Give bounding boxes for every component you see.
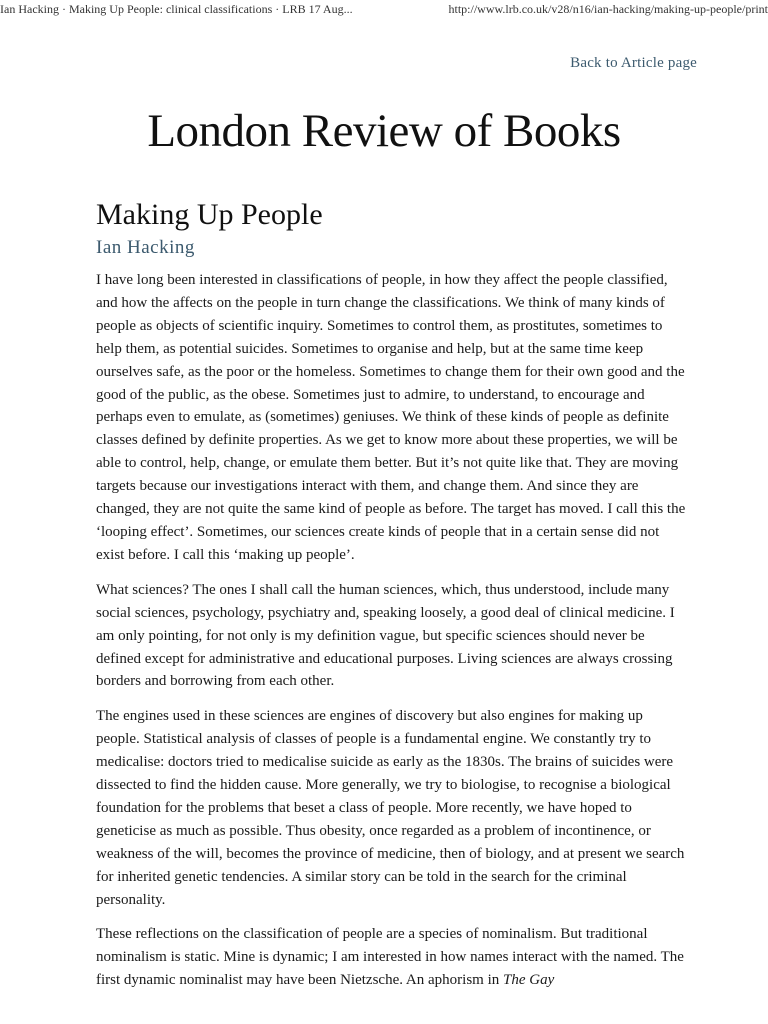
masthead: London Review of Books	[147, 105, 621, 157]
paragraph-text: These reflections on the classification of people are a species of nominalism. But traditional nominalism is static. Mine is dynamic; I am interested in how names interact with the named. The first dynamic nominalist may have been Nietzsche. An aphorism in	[96, 926, 684, 989]
book-title-italic: The Gay	[503, 972, 555, 989]
article	[96, 196, 690, 1004]
print-header	[0, 0, 768, 18]
article-paragraph: The engines used in these sciences are engines of discovery but also engines for making up people. Statistical analysis of classes of people is a fundamental engine. We constantly try to medicalise: doctors tried to medicalise suicide as early as the 1830s. The brains of suicides were dissected to find the hidden cause. More generally, we try to biologise, to recognise a biological foundation for the problems that beset a class of people. More recently, we have hoped to geneticise as much as possible. Thus obesity, once regarded as a problem of incontinence, or weakness of the will, becomes the province of medicine, then of biology, and at present we search for inherited genetic tendencies. A similar story can be told in the search for the criminal personality.	[96, 708, 685, 908]
article-paragraph	[96, 923, 690, 992]
document-url: http://www.lrb.co.uk/v28/n16/ian-hacking/making-up-people/print	[448, 2, 768, 16]
article-paragraph: I have long been interested in classifications of people, in how they affect the people classified, and how the affects on the people in turn change the classifications. We think of many kinds of people as objects of scientific inquiry. Sometimes to control them, as prostitutes, sometimes to help them, as potential suicides. Sometimes to organise and help, but at the same time keep ourselves safe, as the poor or the homeless. Sometimes to change them for their own good and the good of the public, as the obese. Sometimes just to admire, to understand, to encourage and perhaps even to emulate, as (sometimes) geniuses. We think of these kinds of people as definite classes defined by definite properties. As we get to know more about these properties, we will be able to control, help, change, or emulate them better. But it’s not quite like that. They are moving targets because our investigations interact with them, and change them. And since they are changed, they are not quite the same kind of people as before. The target has moved. I call this the ‘looping effect’. Sometimes, our sciences create kinds of people that in a certain sense did not exist before. I call this ‘making up people’.	[96, 272, 686, 563]
article-author: Ian Hacking	[96, 237, 195, 258]
document-title: Ian Hacking · Making Up People: clinical classifications · LRB 17 Aug...	[0, 2, 353, 16]
article-paragraph: What sciences? The ones I shall call the human sciences, which, thus understood, include many social sciences, psychology, psychiatry and, speaking loosely, a good deal of clinical medicine. I am only pointing, for not only is my definition vague, but specific sciences should never be defined except for administrative and educational purposes. Living sciences are always crossing borders and borrowing from each other.	[96, 581, 675, 690]
back-to-article-link[interactable]: Back to Article page	[570, 55, 697, 71]
article-title: Making Up People	[96, 198, 323, 231]
